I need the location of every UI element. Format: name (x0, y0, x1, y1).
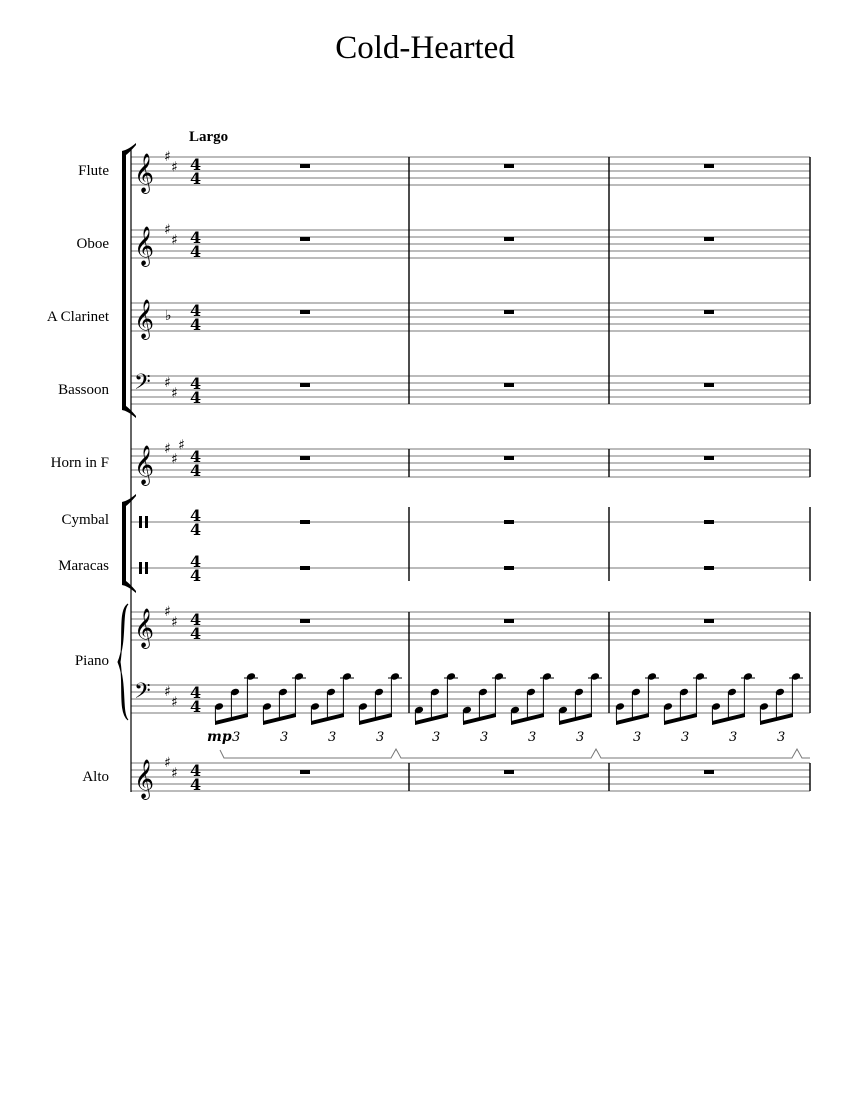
svg-text:4: 4 (190, 242, 202, 261)
svg-text:3: 3 (528, 730, 537, 745)
svg-text:4: 4 (190, 624, 202, 643)
instrument-label-oboe: Oboe (76, 236, 109, 252)
svg-text:3: 3 (376, 730, 385, 745)
svg-text:4: 4 (190, 761, 202, 780)
svg-text:♯: ♯ (171, 385, 178, 402)
svg-text:𝄞: 𝄞 (134, 226, 155, 266)
svg-text:4: 4 (190, 301, 202, 320)
svg-text:3: 3 (480, 730, 489, 745)
svg-text:3: 3 (681, 730, 690, 745)
piano-bass-triplets (207, 672, 803, 745)
svg-text:♯: ♯ (164, 222, 171, 238)
svg-text:𝄢: 𝄢 (134, 370, 151, 400)
svg-text:4: 4 (190, 775, 202, 794)
pedal-marking (220, 749, 810, 758)
svg-text:4: 4 (190, 315, 202, 334)
svg-text:𝄞: 𝄞 (134, 608, 155, 648)
instrument-label-bassoon: Bassoon (58, 382, 109, 398)
svg-text:4: 4 (190, 520, 202, 539)
instrument-label-flute: Flute (78, 163, 109, 179)
svg-text:4: 4 (190, 552, 202, 571)
svg-text:𝄞: 𝄞 (134, 299, 155, 339)
instrument-label-clarinet: A Clarinet (46, 309, 109, 325)
svg-text:♯: ♯ (164, 441, 171, 457)
svg-text:♯: ♯ (171, 694, 178, 711)
svg-text:♯: ♯ (171, 765, 178, 782)
svg-text:♭: ♭ (165, 308, 172, 324)
tempo-marking: Largo (189, 129, 229, 145)
svg-text:3: 3 (729, 730, 738, 745)
svg-text:4: 4 (190, 155, 202, 174)
barlines (409, 157, 810, 791)
svg-text:3: 3 (328, 730, 337, 745)
svg-text:3: 3 (280, 730, 289, 745)
svg-text:3: 3 (777, 730, 786, 745)
svg-text:3: 3 (576, 730, 585, 745)
svg-text:♯: ♯ (178, 437, 185, 454)
whole-rests (300, 164, 714, 774)
svg-text:♯: ♯ (171, 232, 178, 249)
svg-text:mp: mp (207, 729, 232, 745)
svg-text:♯: ♯ (164, 684, 171, 700)
svg-text:3: 3 (232, 730, 241, 745)
instrument-label-horn: Horn in F (50, 455, 109, 471)
svg-text:♯: ♯ (164, 375, 171, 391)
svg-text:4: 4 (190, 683, 202, 702)
instrument-label-piano: Piano (74, 653, 109, 669)
instrument-label-alto: Alto (82, 769, 109, 785)
svg-text:♯: ♯ (164, 755, 171, 771)
svg-text:4: 4 (190, 388, 202, 407)
svg-text:4: 4 (190, 228, 202, 247)
svg-text:4: 4 (190, 506, 202, 525)
svg-text:♯: ♯ (171, 614, 178, 631)
svg-text:♯: ♯ (171, 451, 178, 468)
svg-text:4: 4 (190, 461, 202, 480)
clefs-and-signatures (134, 149, 201, 800)
svg-text:4: 4 (190, 566, 202, 585)
svg-text:♯: ♯ (164, 149, 171, 165)
svg-text:𝄢: 𝄢 (134, 679, 151, 709)
staff-lines (131, 157, 810, 791)
percussion-bracket (122, 494, 136, 593)
svg-text:𝄞: 𝄞 (134, 153, 155, 193)
svg-text:4: 4 (190, 697, 202, 716)
svg-text:𝄞: 𝄞 (134, 759, 155, 799)
svg-text:3: 3 (432, 730, 441, 745)
svg-text:♯: ♯ (171, 159, 178, 176)
svg-text:4: 4 (190, 374, 202, 393)
svg-text:4: 4 (190, 169, 202, 188)
svg-text:♯: ♯ (164, 604, 171, 620)
svg-text:𝄞: 𝄞 (134, 445, 155, 485)
instrument-label-maracas: Maracas (58, 558, 109, 574)
svg-text:4: 4 (190, 447, 202, 466)
svg-text:4: 4 (190, 610, 202, 629)
piano-brace (118, 604, 128, 720)
instrument-label-cymbal: Cymbal (61, 512, 109, 528)
score-title: Cold-Hearted (335, 30, 515, 66)
svg-text:3: 3 (633, 730, 642, 745)
